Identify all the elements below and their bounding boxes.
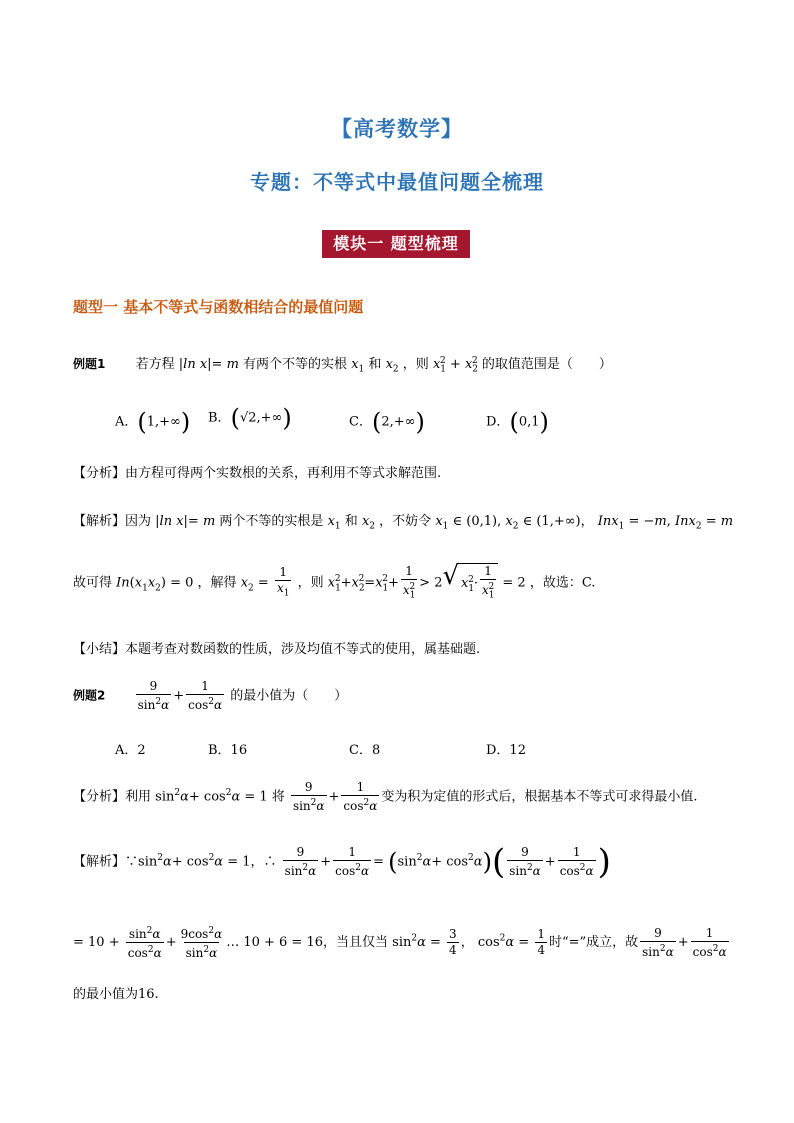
example2-conclusion: 的最小值为16.	[73, 987, 159, 1002]
document-subtitle: 专题：不等式中最值问题全梳理	[250, 170, 544, 194]
solution-text: 时“=”成立，故	[548, 935, 639, 950]
solution-text: ，	[460, 935, 474, 950]
example2-analysis: 【分析】利用 $\sin^2\alpha+ \cos^2\alpha = 1$ 将 $\frac{9}{\sin^2\alpha}$ + $\frac{1}{\cos^2\alpha}$ 变为积为定值的形式后，根据基本不等式可求得最小值.	[73, 780, 698, 813]
analysis-text: 由方程可得两个实数根的关系，再利用不等式求解范围.	[125, 466, 442, 481]
option-label: D．	[486, 414, 510, 430]
example2-solution-line2: = 10 + $\frac{\sin^2\alpha}{\cos^2\alpha}$ + $\frac{9\cos^2\alpha}{\sin^2\alpha}$ … 10 + 6 = 16，当且仅当 $\sin^2\alpha$ = $\frac{3}{4}$ ， $\cos^2\alpha$ = $\frac{1}{4}$ 时“=”成立，故 $\frac{9}{\sin^2\alpha}$ + $\frac{1}{\cos^2\alpha}$	[73, 925, 727, 960]
analysis-text: 利用	[125, 789, 152, 805]
example2-option-a: A．2	[115, 743, 146, 758]
solution-text: ∵	[125, 854, 139, 870]
document-title: 【高考数学】	[331, 116, 463, 141]
example2-label: 例题2	[73, 688, 106, 703]
example1-option-b: B．(√2,+∞)	[208, 404, 292, 432]
example1-option-a: A．(1,+∞)	[115, 408, 191, 436]
analysis-text: 变为积为定值的形式后，根据基本不等式可求得最小值.	[381, 789, 698, 805]
example1-stem-text: 和	[368, 357, 382, 372]
analysis-tag: 【分析】	[73, 466, 126, 481]
example1-solution-line2: 故可得 $In(x_1x_2) = 0$ ，解得 $x_2$ = $\frac{1}{x_1}$ ，则 $x_1^2+x_2^2=x_1^2+$ $\frac{1}{x_1^2}$ > 2 √ $x_1^2\cdot$ $\frac{1}{x_1^2}$ = 2 ，故选：C.	[73, 563, 595, 603]
example1-stem: 例题1 若方程 |ln x|= m 有两个不等的实根 $x_1$ 和 $x_2$ ，则 $x_1^2 + x_2^2$ 的取值范围是（ ）	[73, 355, 612, 375]
example2-option-b: B．16	[208, 743, 248, 758]
solution-text: 两个不等的实根是	[219, 514, 324, 529]
example2-stem: 例题2 $\frac{9}{\sin^2\alpha}$ + $\frac{1}{\cos^2\alpha}$ 的最小值为（ ）	[73, 679, 348, 712]
example2-stem-text: 的最小值为（ ）	[230, 688, 348, 704]
example1-analysis	[73, 462, 441, 481]
example1-summary	[73, 638, 480, 657]
example1-stem-text: 有两个不等的实根	[243, 357, 348, 372]
solution-text: 故可得	[73, 575, 113, 591]
summary-tag: 【小结】	[73, 642, 126, 657]
example1-stem-text: ，则	[402, 357, 429, 372]
solution-text: ，∴	[250, 854, 277, 870]
solution-text: ，解得	[197, 575, 237, 591]
example1-label: 例题1	[73, 357, 106, 371]
option-label: A．	[115, 414, 138, 430]
example1-option-d: D．(0,1)	[486, 408, 549, 436]
module-badge: 模块一 题型梳理	[322, 230, 470, 258]
solution-text: ，不妨令	[379, 514, 432, 529]
example1-stem-text: 的取值范围是（ ）	[481, 357, 612, 372]
solution-text: 因为	[125, 514, 152, 529]
example2-option-d: D．12	[486, 743, 526, 758]
solution-text: ，故选：C.	[529, 575, 596, 591]
analysis-tag: 【分析】	[73, 789, 126, 805]
section-heading: 题型一 基本不等式与函数相结合的最值问题	[73, 298, 364, 316]
option-label: B．	[208, 410, 231, 426]
example1-stem-text: 若方程	[135, 357, 175, 372]
example2-solution-line1: 【解析】$\because\sin^2\alpha+ \cos^2\alpha = 1$，∴ $\frac{9}{\sin^2\alpha}$ + $\frac{1}{\cos^2\alpha}$ = $(\sin^2\alpha+ \cos^2\alpha)$( $\frac{9}{\sin^2\alpha}$ + $\frac{1}{\cos^2\alpha}$ )	[73, 842, 611, 882]
example1-option-c: C．(2,+∞)	[349, 408, 425, 436]
analysis-text: 将	[271, 789, 285, 805]
example2-option-c: C．8	[349, 743, 381, 758]
solution-text: 和	[344, 514, 358, 529]
example1-solution-line1: 【解析】因为 |ln x|= m 两个不等的实根是 $x_1$ 和 $x_2$ ，不妨令 $x_1$ ∈ (0,1), $x_2$ ∈ (1,+∞)， Inx$_1$ = −m, Inx$_2$ = m	[73, 514, 734, 532]
summary-text: 本题考查对数函数的性质，涉及均值不等式的使用，属基础题.	[125, 642, 481, 657]
solution-tag: 【解析】	[73, 514, 126, 529]
solution-tag: 【解析】	[73, 854, 126, 870]
option-label: C．	[349, 414, 372, 430]
solution-text: ，当且仅当	[323, 935, 389, 950]
solution-text: ，则	[297, 575, 324, 591]
